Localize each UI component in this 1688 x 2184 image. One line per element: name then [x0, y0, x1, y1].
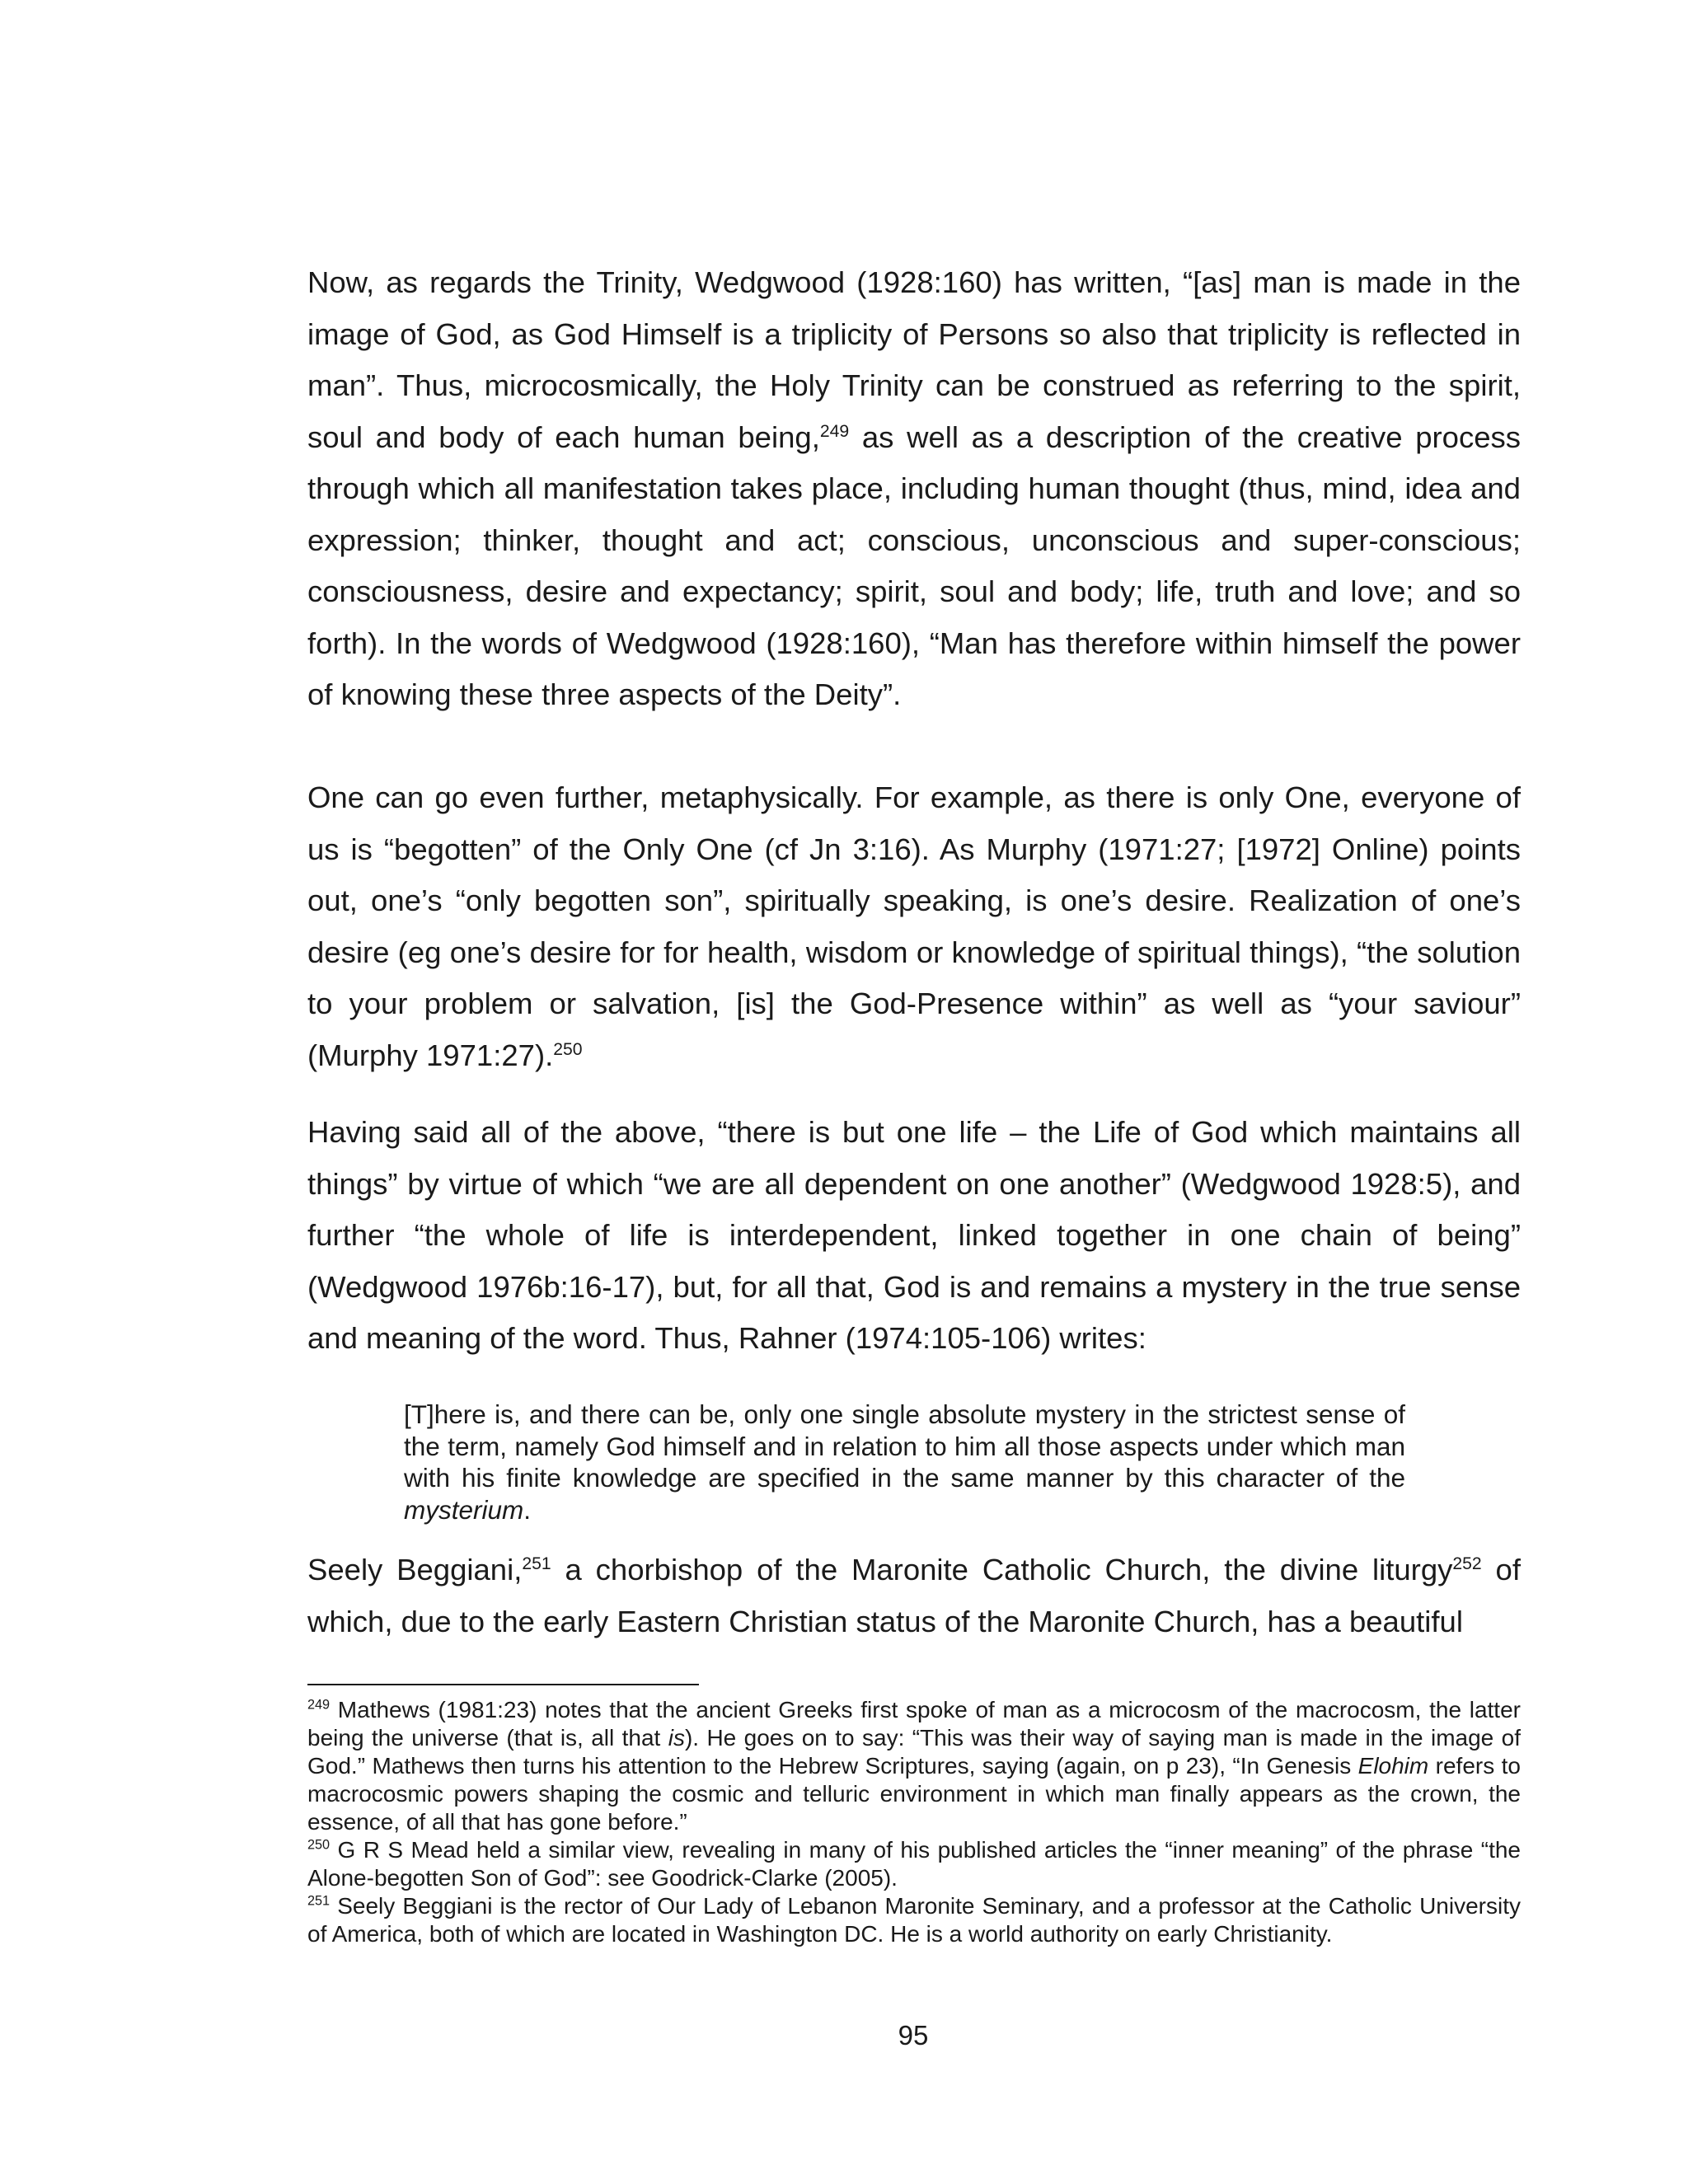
paragraph-text: of which, due to the early Eastern Christian status of the Maronite Church, has a beautiful: [307, 1553, 1521, 1638]
footnote-text: refers to macrocosmic powers shaping the cosmic and telluric environment in which man finally appears as the crown, the essence, of all that has gone before.”: [307, 1753, 1521, 1835]
footnote-ref-249[interactable]: 249: [819, 421, 850, 441]
paragraph-beggiani: [307, 1544, 1521, 1647]
footnote-emphasis: Elohim: [1357, 1753, 1429, 1779]
paragraph-text: One can go even further, metaphysically. For example, as there is only One, everyone of us is “begotten” of the Only One (cf Jn 3:16). As Murphy (1971:27; [1972] Online) points out, one’s “only begotten son”, spiritually speaking, is one’s desire. Realization of one’s desire (eg one’s desire for for health, wisdom or knowledge of spiritual things), “the solution to your problem or salvation, [is] the God-Presence within” as well as “your saviour” (Murphy 1971:27).: [307, 780, 1521, 1072]
footnote-ref-251[interactable]: 251: [522, 1554, 551, 1573]
footnote-number: 251: [307, 1893, 331, 1909]
paragraph-trinity: [307, 257, 1521, 721]
footnote-ref-252[interactable]: 252: [1452, 1554, 1482, 1573]
footnote-text: G R S Mead held a similar view, revealing in many of his published articles the “inner meaning” of the phrase “the Alone-begotten Son of God”: see Goodrick-Clarke (2005).: [307, 1837, 1521, 1891]
paragraph-text: Seely Beggiani,: [307, 1553, 523, 1586]
footnote-text: Seely Beggiani is the rector of Our Lady of Lebanon Maronite Seminary, and a professor at the Catholic University of America, both of which are located in Washington DC. He is a world authority on early Christianity.: [307, 1893, 1521, 1947]
footnote-number: 250: [307, 1837, 331, 1853]
block-quote-rahner: [404, 1399, 1405, 1526]
footnote-text: ). He goes on to say: “This was their way of saying man is made in the image of God.” Mathews then turns his attention to the Hebrew Scriptures, saying (again, on p 23), “In Genesis: [307, 1725, 1521, 1779]
footnote-number: 249: [307, 1697, 331, 1713]
footnote-text: Mathews (1981:23) notes that the ancient Greeks first spoke of man as a microcosm of the macrocosm, the latter being the universe (that is, all that: [307, 1697, 1521, 1750]
quote-emphasis: mysterium: [404, 1494, 524, 1525]
paragraph-one-life: Having said all of the above, “there is but one life – the Life of God which maintains all things” by virtue of which “we are all dependent on one another” (Wedgwood 1928:5), and further “the whole of life is interdependent, linked together in one chain of being” (Wedgwood 1976b:16-17), but, for all that, God is and remains a mystery in the true sense and meaning of the word. Thus, Rahner (1974:105-106) writes:: [307, 1115, 1521, 1355]
paragraph-text: as well as a description of the creative process through which all manifestation takes place, including human thought (thus, mind, idea and expression; thinker, thought and act; conscious, unconscious and super-conscious; consciousness, desire and expectancy; spirit, soul and body; life, truth and love; and so forth). In the words of Wedgwood (1928:160), “Man has therefore within himself the power of knowing these three aspects of the Deity”.: [307, 419, 1522, 711]
footnote-emphasis: is: [668, 1725, 685, 1750]
page-number: 95: [898, 2020, 929, 2050]
paragraph-text: Now, as regards the Trinity, Wedgwood (1928:160) has written, “[as] man is made in the image of God, as God Himself is a triplicity of Persons so also that triplicity is reflected in man”. Thus, microcosmically, the Holy Trinity can be construed as referring to the spirit, soul and body of each human being,: [307, 265, 1521, 454]
footnote-251: [307, 1892, 1521, 1948]
footnote-250: [307, 1836, 1521, 1892]
quote-text: .: [523, 1494, 532, 1525]
paragraph-begotten: [307, 772, 1521, 1081]
quote-text: [T]here is, and there can be, only one single absolute mystery in the strictest sense of the term, namely God himself and in relation to him all those aspects under which man with his finite knowledge are specified in the same manner by this character of the: [404, 1399, 1405, 1493]
footnote-249: [307, 1696, 1521, 1836]
paragraph-text: a chorbishop of the Maronite Catholic Church, the divine liturgy: [551, 1553, 1453, 1586]
footnote-separator: [307, 1684, 699, 1685]
footnote-ref-250[interactable]: 250: [553, 1039, 583, 1059]
